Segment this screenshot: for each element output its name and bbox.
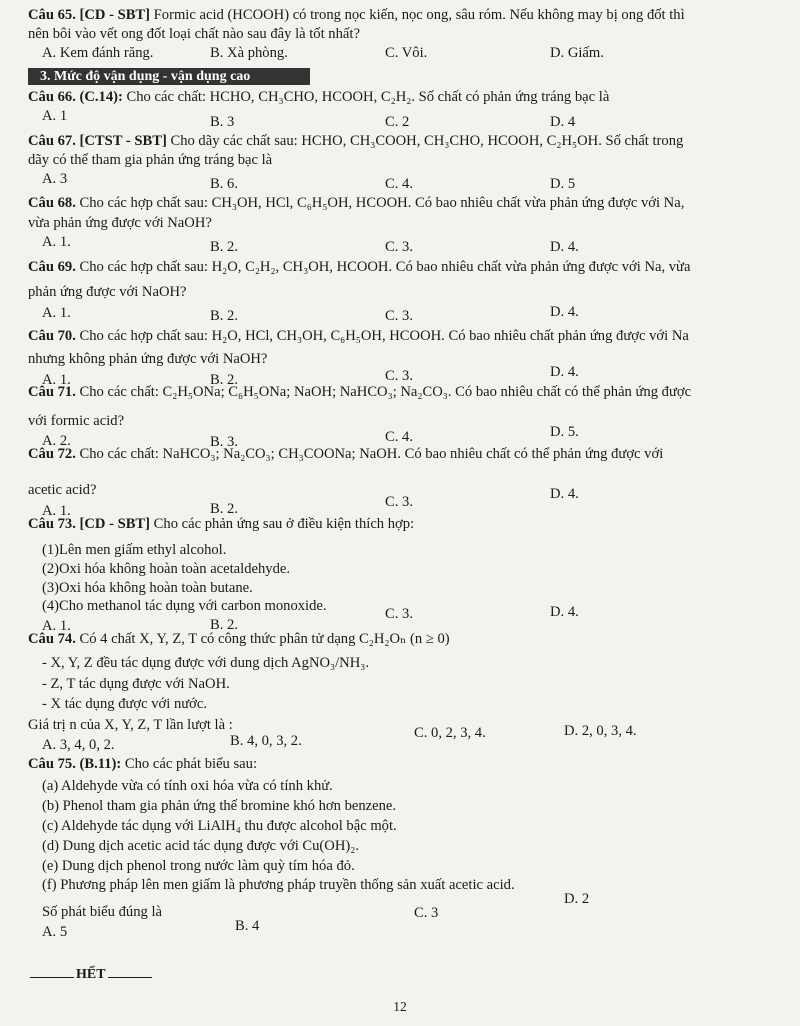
q66-option-c: C. 2 <box>385 114 410 130</box>
q67-stem-cont: dãy có thể tham gia phản ứng tráng bạc là <box>28 152 273 168</box>
q70-option-d: D. 4. <box>550 364 579 380</box>
q69-option-d: D. 4. <box>550 304 579 320</box>
q73-option-a: A. 1. <box>42 618 71 634</box>
q73-option-c: C. 3. <box>385 606 413 622</box>
q70-option-a: A. 1. <box>42 372 71 388</box>
q73-option-d: D. 4. <box>550 604 579 620</box>
end-rule-right <box>108 977 152 978</box>
q69-stem-cont: phản ứng được với NaOH? <box>28 284 187 300</box>
q75-option-b: B. 4 <box>235 918 260 934</box>
q71-stem-cont: với formic acid? <box>28 413 125 429</box>
q75-option-a: A. 5 <box>42 924 68 940</box>
q69-stem: Câu 69. Cho các hợp chất sau: H₂O, C₂H₂, CH₃OH, HCOOH. Có bao nhiêu chất vừa phản ứng được với Na, vừa <box>28 259 691 275</box>
q75-stem: Câu 75. (B.11): Cho các phát biểu sau: <box>28 756 258 772</box>
q75-statement-d: (d) Dung dịch acetic acid tác dụng được với Cu(OH)₂. <box>42 838 359 854</box>
q72-stem-cont: acetic acid? <box>28 482 97 498</box>
q72-stem: Câu 72. Cho các chất: NaHCO₃; Na₂CO₃; CH₃COONa; NaOH. Có bao nhiêu chất có thể phản ứng được với <box>28 446 664 462</box>
q68-stem: Câu 68. Cho các hợp chất sau: CH₃OH, HCl, C₆H₅OH, HCOOH. Có bao nhiêu chất vừa phản ứng được với Na, <box>28 195 685 211</box>
q68-option-c: C. 3. <box>385 239 413 255</box>
q74-question: Giá trị n của X, Y, Z, T lần lượt là : <box>28 717 233 733</box>
q75-statement-a: (a) Aldehyde vừa có tính oxi hóa vừa có tính khử. <box>42 778 333 794</box>
q75-option-c: C. 3 <box>414 905 439 921</box>
q72-option-a: A. 1. <box>42 503 71 519</box>
q72-option-b: B. 2. <box>210 501 238 517</box>
q68-option-a: A. 1. <box>42 234 71 250</box>
q65-stem-cont: nên bôi vào vết ong đốt loại chất nào sau đây là tốt nhất? <box>28 26 360 42</box>
q65-option-c: C. Vôi. <box>385 45 428 61</box>
q66-option-d: D. 4 <box>550 114 576 130</box>
q67-option-b: B. 6. <box>210 176 238 192</box>
q67-stem: Câu 67. [CTST - SBT] Cho dãy các chất sau: HCHO, CH₃COOH, CH₃CHO, HCOOH, C₂H₅OH. Số chất trong <box>28 133 684 149</box>
end-rule-left <box>30 977 74 978</box>
q68-option-d: D. 4. <box>550 239 579 255</box>
q74-cond-2: - Z, T tác dụng được với NaOH. <box>42 676 230 692</box>
q70-option-b: B. 2. <box>210 372 238 388</box>
q70-stem-cont: nhưng không phản ứng được với NaOH? <box>28 351 268 367</box>
q68-stem-cont: vừa phản ứng được với NaOH? <box>28 215 212 231</box>
q75-statement-f: (f) Phương pháp lên men giấm là phương pháp truyền thống sản xuất acetic acid. <box>42 877 515 893</box>
q75-statement-b: (b) Phenol tham gia phản ứng thế bromine khó hơn benzene. <box>42 798 397 814</box>
q73-item-4: (4)Cho methanol tác dụng với carbon monoxide. <box>42 598 327 614</box>
q72-option-d: D. 4. <box>550 486 579 502</box>
q73-item-1: (1)Lên men giấm ethyl alcohol. <box>42 542 227 558</box>
q68-option-b: B. 2. <box>210 239 238 255</box>
end-label: HẾT <box>76 967 106 982</box>
q73-item-2: (2)Oxi hóa không hoàn toàn acetaldehyde. <box>42 561 291 577</box>
q70-option-c: C. 3. <box>385 368 413 384</box>
q73-item-3: (3)Oxi hóa không hoàn toàn butane. <box>42 580 253 596</box>
q65-option-d: D. Giấm. <box>550 45 604 61</box>
q75-statement-e: (e) Dung dịch phenol trong nước làm quỳ tím hóa đỏ. <box>42 858 355 874</box>
q71-stem: Câu 71. Cho các chất: C₂H₅ONa; C₆H₅ONa; NaOH; NaHCO₃; Na₂CO₃. Có bao nhiêu chất có thể phản ứng được <box>28 384 692 400</box>
q65-option-a: A. Kem đánh răng. <box>42 45 154 61</box>
q75-statement-c: (c) Aldehyde tác dụng với LiAlH₄ thu được alcohol bậc một. <box>42 818 397 834</box>
q70-stem: Câu 70. Cho các hợp chất sau: H₂O, HCl, CH₃OH, C₆H₅OH, HCOOH. Có bao nhiêu chất phản ứng được với Na <box>28 328 689 344</box>
q65-stem: Câu 65. [CD - SBT] Formic acid (HCOOH) có trong nọc kiến, nọc ong, sâu róm. Nếu không may bị ong đốt thì <box>28 7 685 23</box>
q67-option-c: C. 4. <box>385 176 413 192</box>
q74-cond-1: - X, Y, Z đều tác dụng được với dung dịch AgNO₃/NH₃. <box>42 655 369 671</box>
q73-stem: Câu 73. [CD - SBT] Cho các phản ứng sau ở điều kiện thích hợp: <box>28 516 415 532</box>
q74-stem: Câu 74. Có 4 chất X, Y, Z, T có công thức phân tử dạng C₂H₂Oₙ (n ≥ 0) <box>28 631 450 647</box>
q74-option-a: A. 3, 4, 0, 2. <box>42 737 115 753</box>
q75-question: Số phát biểu đúng là <box>42 904 162 920</box>
end-marker <box>28 966 154 984</box>
q69-option-c: C. 3. <box>385 308 413 324</box>
q66-stem: Câu 66. (C.14): Cho các chất: HCHO, CH₃CHO, HCOOH, C₂H₂. Số chất có phản ứng tráng bạc là <box>28 89 610 105</box>
q71-option-c: C. 4. <box>385 429 413 445</box>
page-number: 12 <box>393 999 407 1014</box>
q74-option-d: D. 2, 0, 3, 4. <box>564 723 637 739</box>
q67-option-d: D. 5 <box>550 176 576 192</box>
q74-cond-3: - X tác dụng được với nước. <box>42 696 208 712</box>
q73-option-b: B. 2. <box>210 617 238 633</box>
q74-option-c: C. 0, 2, 3, 4. <box>414 725 486 741</box>
q71-option-d: D. 5. <box>550 424 579 440</box>
q65-option-b: B. Xà phòng. <box>210 45 288 61</box>
q69-option-a: A. 1. <box>42 305 71 321</box>
q69-option-b: B. 2. <box>210 308 238 324</box>
q72-option-c: C. 3. <box>385 494 413 510</box>
q75-option-d: D. 2 <box>564 891 590 907</box>
q66-option-a: A. 1 <box>42 108 68 124</box>
q71-option-b: B. 3. <box>210 434 238 450</box>
q74-option-b: B. 4, 0, 3, 2. <box>230 733 302 749</box>
q71-option-a: A. 2. <box>42 433 71 449</box>
q66-option-b: B. 3 <box>210 114 235 130</box>
q67-option-a: A. 3 <box>42 171 68 187</box>
section-heading: 3. Mức độ vận dụng - vận dụng cao <box>28 68 310 85</box>
